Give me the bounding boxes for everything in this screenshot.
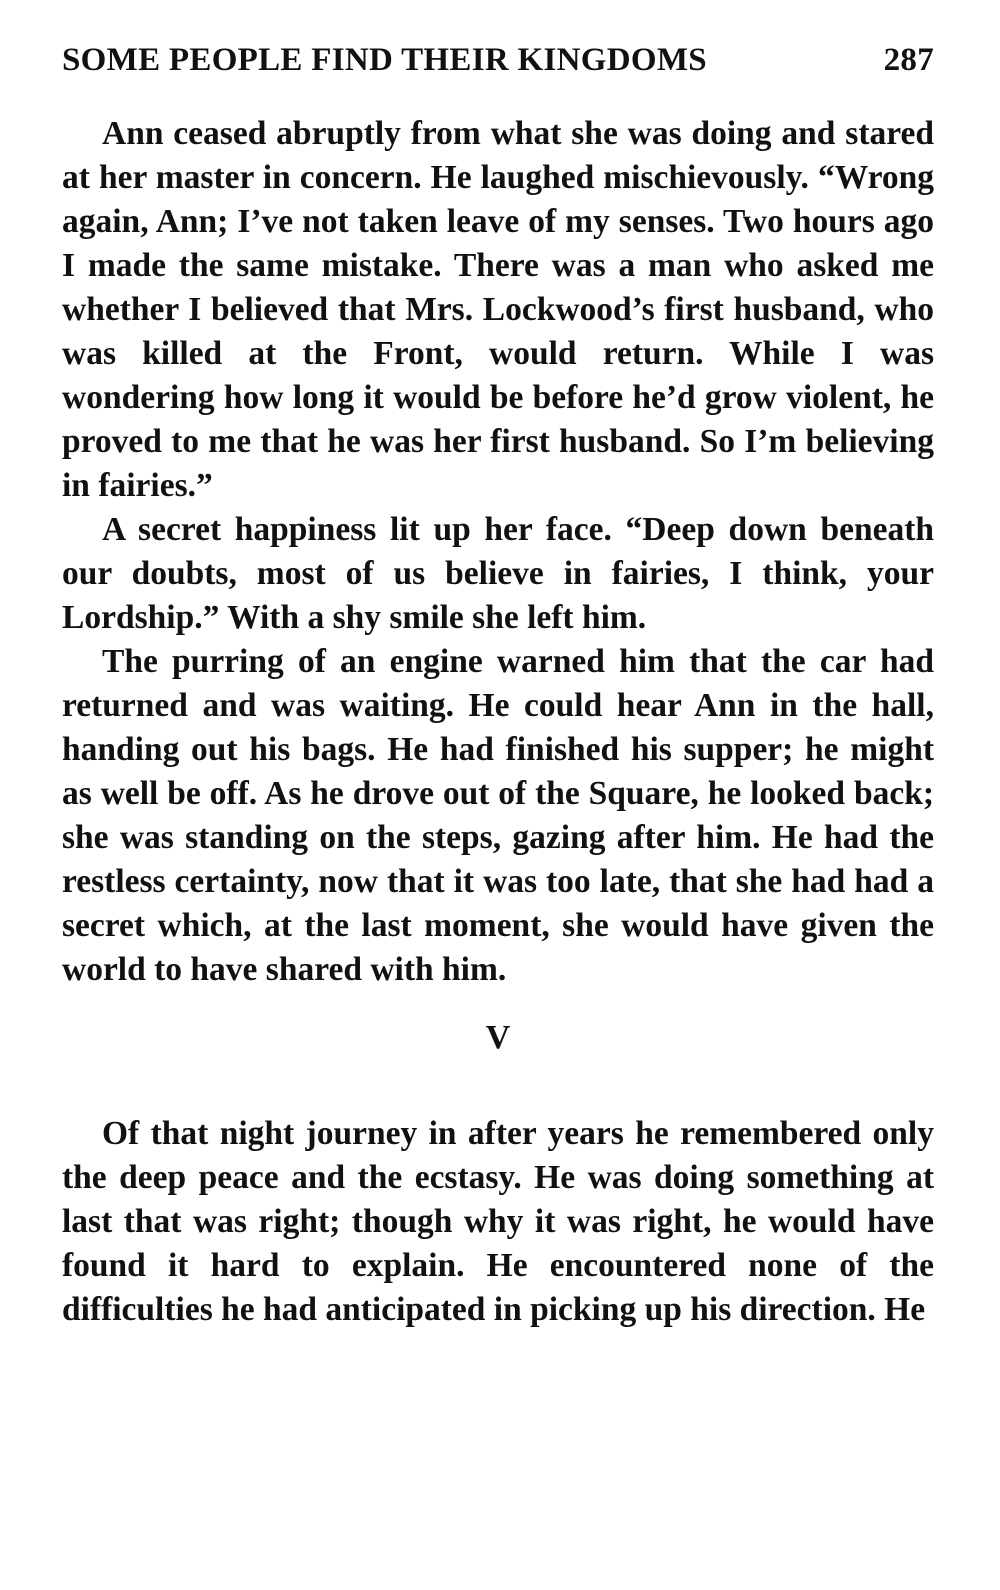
running-title: SOME PEOPLE FIND THEIR KINGDOMS xyxy=(62,42,707,78)
paragraph-night-journey: Of that night journey in after years he remembered only the deep peace and the ecstasy. He was doing something at last that was right; though why it was right, he would have found it hard to explain. He encountered none of the difficulties he had anticipated in picking up his direction. He xyxy=(62,1115,934,1328)
paragraph-purring-engine: The purring of an engine warned him that the car had returned and was waiting. He could hear Ann in the hall, handing out his bags. He had finished his supper; he might as well be off. As he drove out of the Square, he looked back; she was standing on the steps, gazing after him. He had the restless certainty, now that it was too late, that she had had a secret which, at the last moment, she would have given the world to have shared with him. xyxy=(62,643,934,988)
paragraph-ann-ceased: Ann ceased abruptly from what she was doing and stared at her master in concern. He laughed mischievously. “Wrong again, Ann; I’ve not taken leave of my senses. Two hours ago I made the same mistake. There was a man who asked me whether I believed that Mrs. Lockwood’s first husband, who was killed at the Front, would return. While I was wondering how long it would be before he’d grow violent, he proved to me that he was her first husband. So I’m believing in fairies.” xyxy=(62,115,934,504)
page-number: 287 xyxy=(883,42,934,78)
running-head xyxy=(62,42,934,86)
book-page xyxy=(62,0,934,1590)
paragraph-secret-happiness: A secret happiness lit up her face. “Deep down beneath our doubts, most of us believe in fairies, I think, your Lordship.” With a shy smile she left him. xyxy=(62,511,934,636)
body-text xyxy=(62,112,934,1332)
section-heading: V xyxy=(485,1019,511,1056)
